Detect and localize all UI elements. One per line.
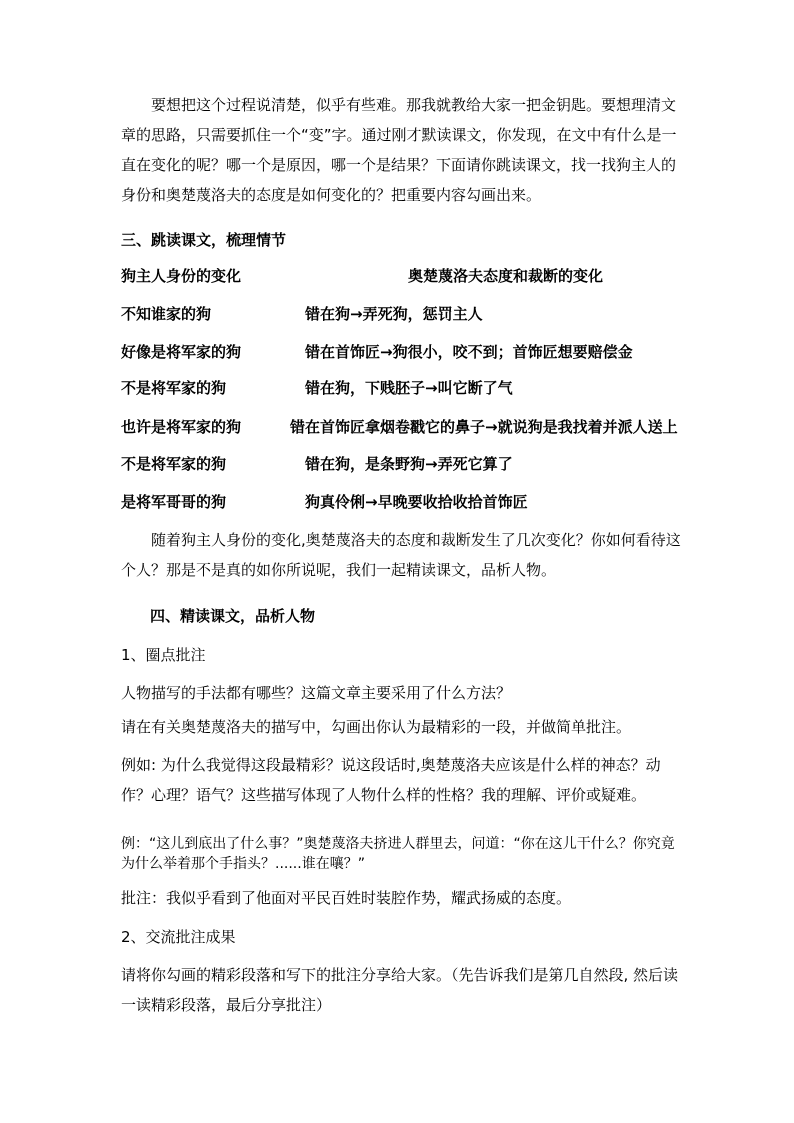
identity-cell: 不是将军家的狗	[121, 455, 227, 473]
identity-cell: 也许是将军家的狗	[121, 418, 242, 436]
attitude-cell: 错在狗，下贱胚子→叫它断了气	[305, 379, 513, 397]
subheading-annotate: 1、圈点批注	[121, 646, 206, 664]
identity-cell: 好像是将军家的狗	[121, 343, 242, 361]
share-instruction: 请将你勾画的精彩段落和写下的批注分享给大家。（先告诉我们是第几自然段, 然后读一读精彩段落，最后分享批注）	[121, 966, 679, 1014]
question-methods: 人物描写的手法都有哪些？这篇文章主要采用了什么方法？	[121, 684, 512, 702]
attitude-cell: 错在狗→弄死狗，惩罚主人	[305, 305, 483, 323]
question-example-guide: 例如: 为什么我觉得这段最精彩？说这段话时,奥楚蔑洛夫应该是什么样的神态？动作？心理？语气？这些描写体现了人物什么样的性格？我的理解、评价或疑难。	[121, 756, 661, 804]
example-annotation: 批注：我似乎看到了他面对平民百姓时装腔作势，耀武扬威的态度。	[121, 889, 572, 907]
question-highlight: 请在有关奥楚蔑洛夫的描写中，勾画出你认为最精彩的一段，并做简单批注。	[121, 718, 632, 736]
attitude-cell: 狗真伶俐→早晚要收拾收拾首饰匠	[305, 493, 528, 511]
summary-paragraph: 随着狗主人身份的变化,奥楚蔑洛夫的态度和裁断发生了几次变化？你如何看待这个人？那是不是真的如你所说呢，我们一起精读课文，品析人物。	[121, 531, 681, 579]
column-header-identity: 狗主人身份的变化	[121, 267, 242, 285]
table-row	[121, 417, 681, 437]
attitude-cell: 错在首饰匠拿烟卷戳它的鼻子→就说狗是我找着并派人送上	[290, 418, 678, 436]
column-header-attitude: 奥楚蔑洛夫态度和裁断的变化	[408, 267, 604, 285]
table-header-row	[121, 266, 681, 286]
table-row	[121, 378, 681, 398]
intro-paragraph: 要想把这个过程说清楚，似乎有些难。那我就教给大家一把金钥匙。要想理清文章的思路，只需要抓住一个“变”字。通过刚才默读课文，你发现，在文中有什么是一直在变化的呢？哪一个是原因，哪一个是结果？下面请你跳读课文，找一找狗主人的身份和奥楚蔑洛夫的态度是如何变化的？把重要内容勾画出来。	[121, 96, 677, 204]
table-row	[121, 304, 681, 324]
table-row	[121, 342, 681, 362]
section-3-heading: 三、跳读课文，梳理情节	[121, 231, 287, 249]
identity-cell: 是将军哥哥的狗	[121, 493, 227, 511]
table-row	[121, 492, 681, 512]
table-row	[121, 454, 681, 474]
subheading-share: 2、交流批注成果	[121, 928, 236, 946]
section-4-heading: 四、精读课文，品析人物	[150, 607, 316, 625]
attitude-cell: 错在狗，是条野狗→弄死它算了	[305, 455, 513, 473]
attitude-cell: 错在首饰匠→狗很小，咬不到；首饰匠想要赔偿金	[305, 343, 633, 361]
example-quote: 例：“这儿到底出了什么事？”奥楚蔑洛夫挤进人群里去，问道：“你在这儿干什么？你究竟为什么举着那个手指头？......谁在嚷？”	[121, 836, 675, 872]
identity-cell: 不知谁家的狗	[121, 305, 212, 323]
identity-cell: 不是将军家的狗	[121, 379, 227, 397]
